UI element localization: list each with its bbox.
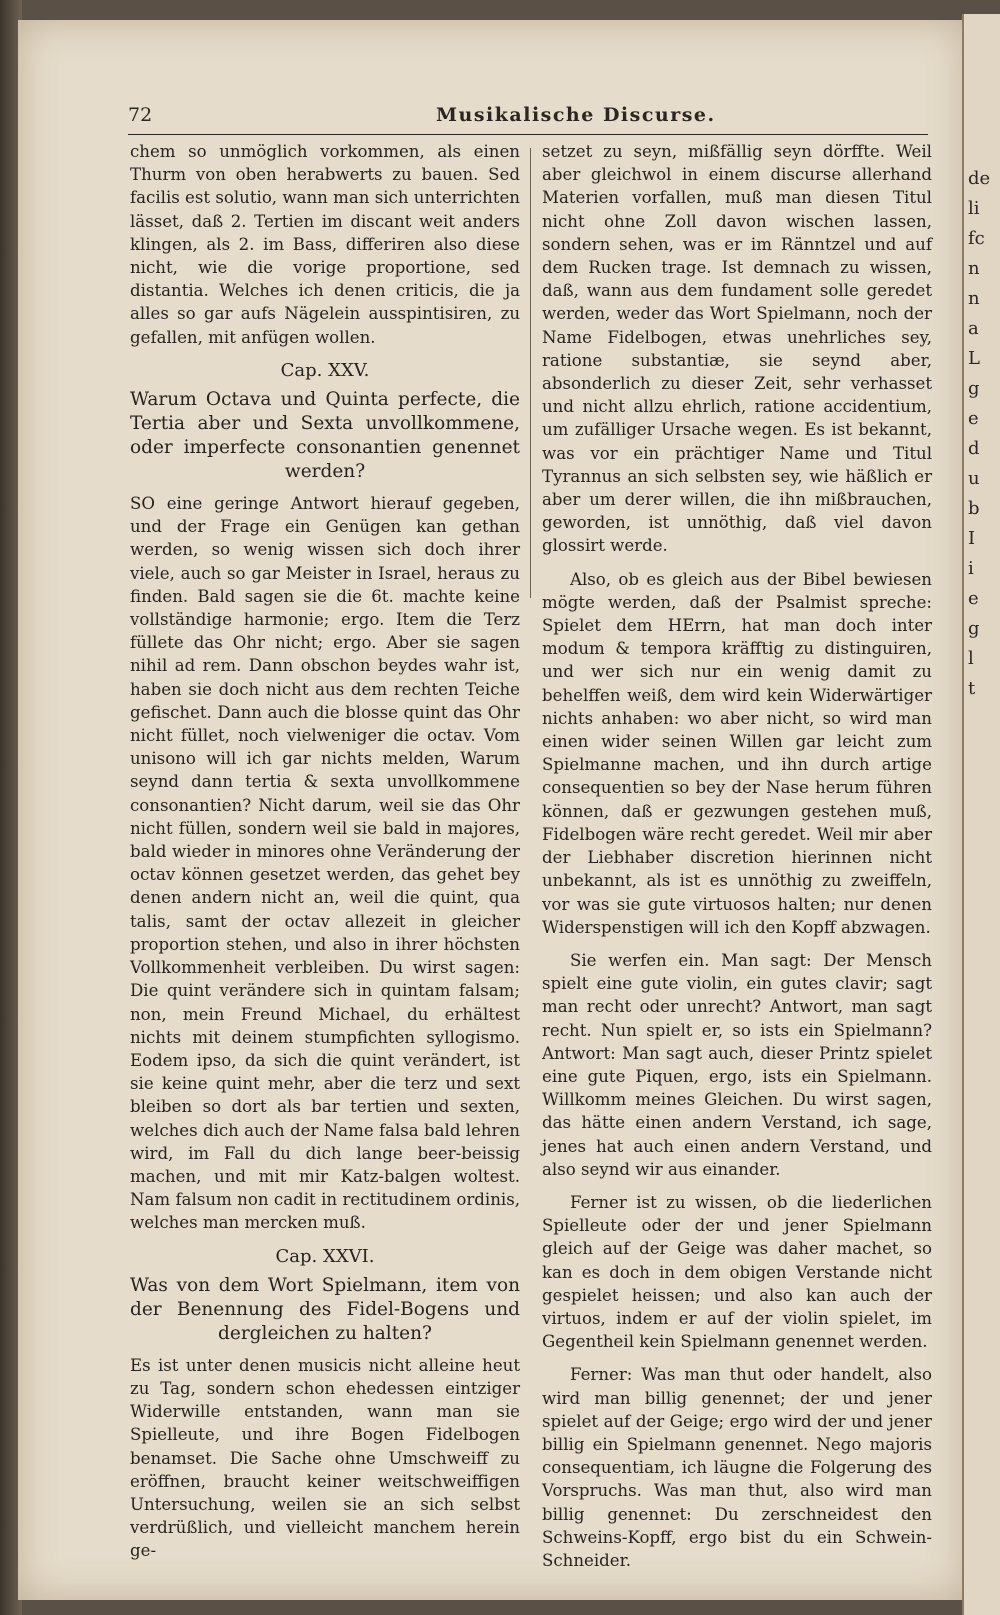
edge-fragment: de xyxy=(968,168,991,189)
edge-fragment: d xyxy=(968,438,980,459)
paragraph: Ferner ist zu wissen, ob die liederlichen Spielleute oder der und jener Spielmann gleich auf der Geige was daher machet, so kan es doch in dem obigen Verstande nicht gespielet heissen; und also kan auch der virtuos, indem er auf der violin spielet, im Gegentheil kein Spielmann genennet werden. xyxy=(542,1192,932,1352)
paragraph: Es ist unter denen musicis nicht alleine heut zu Tag, sondern schon ehedessen eintziger Widerwille entstanden, wann man sie Spielleute, und ihre Bogen Fidelbogen benamset. Die Sache ohne Umschweiff zu eröffnen, braucht keiner weitschweiffigen Untersuchung, weilen sie an sich selbst verdrüßlich, und vielleicht manchem herein ge- xyxy=(130,1355,520,1561)
column-divider xyxy=(530,148,531,598)
edge-fragment: e xyxy=(968,408,979,429)
edge-fragment: L xyxy=(968,348,980,369)
right-column xyxy=(542,140,932,1572)
edge-fragment: t xyxy=(968,678,976,699)
edge-fragment: l xyxy=(968,648,974,669)
edge-fragment: b xyxy=(968,498,980,519)
paragraph: Sie werfen ein. Man sagt: Der Mensch spielt eine gute violin, ein gutes clavir; sagt man recht oder unrecht? Antwort, man sagt recht. Nun spielt er, so ists ein Spielmann? Antwort: Man sagt auch, dieser Printz spielet eine gute Piquen, ergo, ists ein Spielmann. Willkomm meines Gleichen. Du wirst sagen, das hätte einen andern Verstand, ich sage, jenes hat auch einen andern Verstand, und also seynd wir aus einander. xyxy=(542,950,932,1179)
edge-fragment: g xyxy=(968,378,980,399)
edge-fragment: I xyxy=(968,528,976,549)
edge-fragment: u xyxy=(968,468,980,489)
paragraph: setzet zu seyn, mißfällig seyn dörffte. Weil aber gleichwol in einem discurse allerhand Materien vorfallen, muß man diesen Titul nicht ohne Zoll davon wischen lassen, sondern sehen, was er im Ränntzel und auf dem Rucken trage. Ist demnach zu wissen, daß, wann aus dem fundament solle geredet werden, weder das Wort Spielmann, noch der Name Fidelbogen, etwas unehrliches sey, ratione substantiæ, sie seynd aber, absonderlich zu dieser Zeit, sehr verhasset und nicht allzu ehrlich, ratione accidentium, um zufälliger Ursache wegen. Es ist bekannt, was vor ein prächtiger Name und Titul Tyrannus an sich selbsten sey, wie häßlich er aber um derer willen, die ihn mißbrauchen, geworden, ist unnöthig, daß viel davon glossirt werde. xyxy=(542,142,932,556)
chapter-heading: Cap. XXVI. xyxy=(275,1245,375,1267)
edge-fragment: e xyxy=(968,588,979,609)
edge-fragment: i xyxy=(968,558,974,579)
page-number: 72 xyxy=(128,104,153,126)
paragraph: Ferner: Was man thut oder handelt, also wird man billig genennet; der und jener spielet auf der Geige; ergo wird der und jener billig ein Spielmann genennet. Nego majoris consequentiam, ich läugne die Folgerung des Vorspruchs. Was man thut, also wird man billig genennet: Du zerschneidest den Schweins-Kopff, ergo bist du ein Schwein-Schneider. xyxy=(542,1365,932,1570)
edge-fragment: li xyxy=(968,198,980,219)
edge-fragment: a xyxy=(968,318,979,339)
edge-fragment: n xyxy=(968,258,980,279)
paragraph: SO eine geringe Antwort hierauf gegeben, und der Frage ein Genügen kan gethan werden, so wenig wissen sich doch ihrer viele, auch so gar Meister in Israel, heraus zu finden. Bald sagen sie die 6t. machte keine vollständige harmonie; ergo. Item die Terz füllete das Ohr nicht; ergo. Aber sie sagen nihil ad rem. Dann obschon beydes wahr ist, haben sie doch nicht aus dem rechten Teiche gefischet. Dann auch die blosse quint das Ohr nicht füllet, noch vielweniger die octav. Vom unisono will ich gar nichts melden, Warum seynd dann tertia & sexta unvollkommene consonantien? Nicht darum, weil sie das Ohr nicht füllen, sondern weil sie bald in majores, bald wieder in minores ohne Veränderung der octav können gesetzet werden, das gehet bey denen andern nicht an, weil die quint, qua talis, samt der octav allezeit in gleicher proportion stehen, und also in ihrer höchsten Vollkommenheit verbleiben. Du wirst sagen: Die quint veränderе sich in quintam falsam; non, mein Freund Michael, du erhältest nichts mit deinem stumpfichten syllogismo. Eodem ipso, da sich die quint verändert, ist sie keine quint mehr, aber die terz und sext bleiben so dort als bar tertien und sexten, welches dich auch der Name falsa bald lehren wird, im Fall du dich lange beer-beissig machen, und mit mir Katz-balgen woltest. Nam falsum non cadit in rectitudinem ordinis, welches man mercken muß. xyxy=(130,494,520,1233)
edge-fragment: fc xyxy=(968,228,985,249)
running-title: Musikalische Discurse. xyxy=(436,104,716,126)
edge-fragment: g xyxy=(968,618,980,639)
left-column xyxy=(130,140,520,1563)
paragraph: Also, ob es gleich aus der Bibel bewiesen mögte werden, daß der Psalmist spreche: Spielet dem HErrn, hat man doch inter modum & tempora kräfftig zu distinguiren, und wer sich nur ein wenig damit zu behelffen weiß, dem wird kein Widerwärtiger nichts anhaben: wo aber nicht, so wird man einen wider seinen Willen gar leicht zum Spielmanne machen, und ihn durch artige consequentien so bey der Nase herum führen können, daß er gezwungen gestehen muß, Fidelbogen wäre recht geredet. Weil mir aber der Liebhaber discretion hierinnen nicht unbekannt, als ist es unnöthig zu zweiffeln, vor was sie gute virtuosos halten; nur denen Widerspenstigen will ich den Kopff abzwagen. xyxy=(542,569,932,937)
page-header xyxy=(128,100,928,135)
paragraph: chem so unmöglich vorkommen, als einen Thurm von oben herabwerts zu bauen. Sed facilis est solutio, wann man sich unterrichten lässet, daß 2. Tertien im discant weit anders klingen, als 2. im Bass, differiren also diese nicht, wie die vorige proportione, sed distantia. Welches ich denen criticis, die ja alles so gar aufs Nägelein ausspintisiren, zu gefallen, mit anfügen wollen. xyxy=(130,142,520,347)
chapter-heading: Cap. XXV. xyxy=(280,359,370,381)
chapter-title: Warum Octava und Quinta perfecte, die Tertia aber und Sexta unvollkommene, oder imperfecte consonantien genennet werden? xyxy=(130,389,520,483)
edge-fragment: n xyxy=(968,288,980,309)
chapter-title: Was von dem Wort Spielmann, item von der Benennung des Fidel-Bogens und dergleichen zu halten? xyxy=(130,1274,520,1344)
next-page-edge xyxy=(962,14,1000,1615)
